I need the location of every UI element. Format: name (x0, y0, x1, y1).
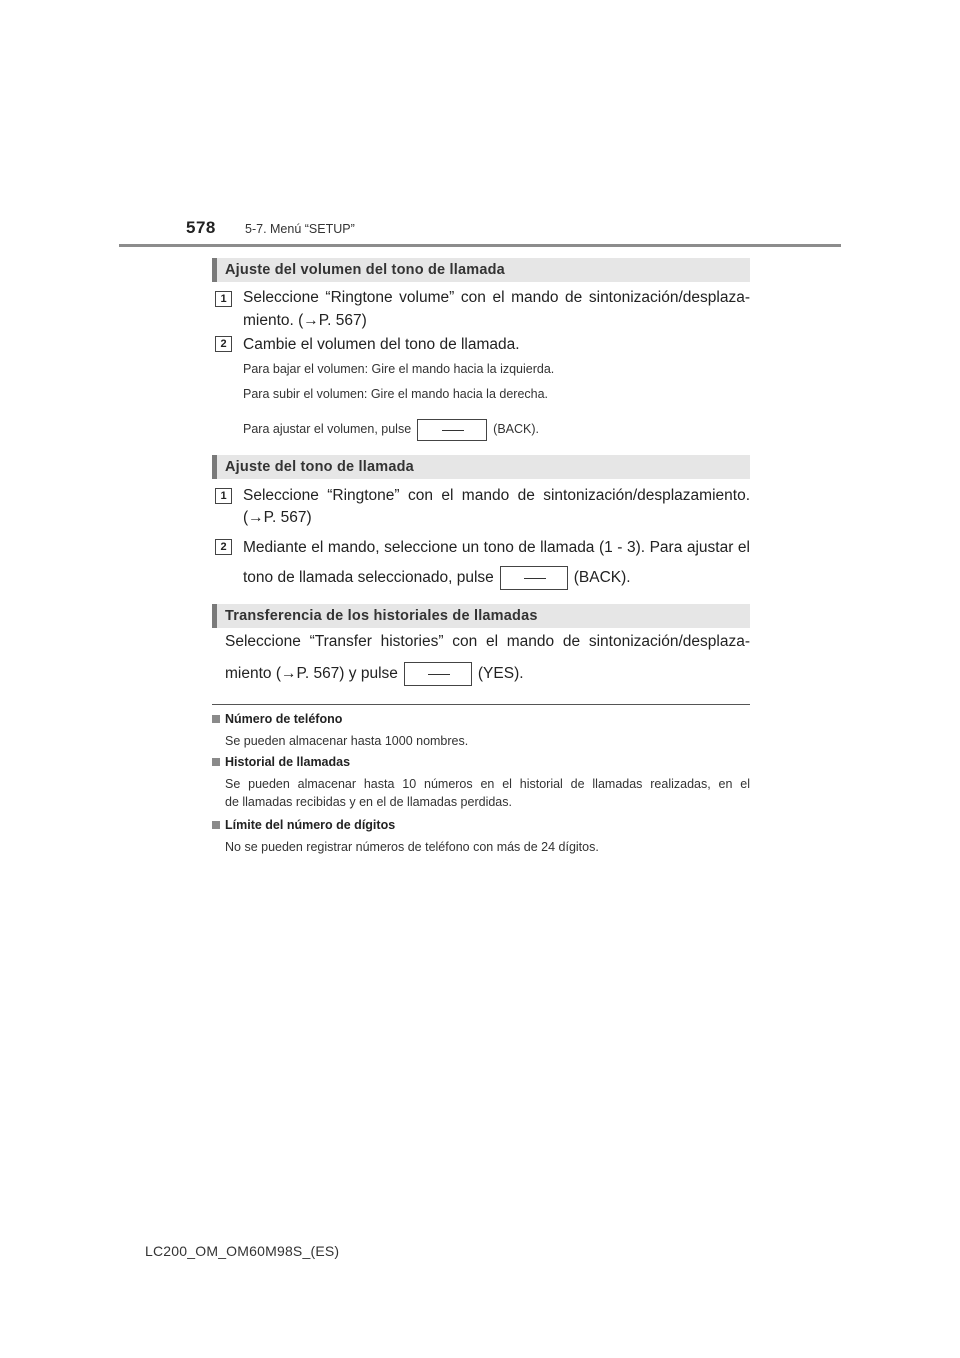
bullet-square-icon (212, 821, 220, 829)
yes-label: (YES). (477, 665, 524, 682)
step-text: miento. (→P. 567) (243, 312, 367, 329)
back-label: (BACK). (493, 422, 539, 436)
bullet-square-icon (212, 715, 220, 723)
section-heading-ringtone-volume (212, 258, 750, 282)
footer-code: LC200_OM_OM60M98S_(ES) (145, 1243, 340, 1259)
section-heading-text: Ajuste del tono de llamada (225, 459, 414, 475)
transfer-text-line (225, 660, 750, 688)
transfer-text: Seleccione “Transfer histories” con el mando de sintonización/desplaza- (225, 633, 750, 650)
step-text: (→P. 567) (243, 509, 312, 526)
back-label: (BACK). (573, 569, 631, 586)
info-title: Límite del número de dígitos (212, 818, 395, 832)
info-title: Historial de llamadas (212, 755, 350, 769)
step-text: Mediante el mando, seleccione un tono de llamada (1 - 3). Para ajustar el (243, 539, 750, 556)
step-number-icon: 2 (215, 336, 232, 352)
page-number: 578 (186, 218, 216, 237)
step-number-icon: 2 (215, 539, 232, 555)
back-key-icon (500, 566, 568, 590)
info-text: Se pueden almacenar hasta 1000 nombres. (225, 734, 469, 748)
step-text: Cambie el volumen del tono de llamada. (243, 336, 520, 353)
section-heading-ringtone (212, 455, 750, 479)
section-heading-text: Transferencia de los historiales de llamadas (225, 608, 538, 624)
back-key-icon (417, 419, 487, 441)
section-heading-text: Ajuste del volumen del tono de llamada (225, 262, 505, 278)
step-text-line (243, 564, 750, 592)
step-text: Seleccione “Ringtone volume” con el mando de sintonización/desplaza- (243, 289, 750, 306)
info-text: Se pueden almacenar hasta 10 números en el historial de llamadas realizadas, en el (225, 777, 750, 791)
adjust-volume-line (243, 415, 539, 443)
adjust-volume-text: Para ajustar el volumen, pulse (243, 422, 412, 436)
yes-key-icon (404, 662, 472, 686)
section-label: 5-7. Menú “SETUP” (245, 222, 355, 236)
bullet-square-icon (212, 758, 220, 766)
transfer-text: miento (→P. 567) y pulse (225, 665, 398, 682)
note-text: Para subir el volumen: Gire el mando hacia la derecha. (243, 387, 549, 401)
info-text: No se pueden registrar números de teléfono con más de 24 dígitos. (225, 840, 599, 854)
step-text: tono de llamada seleccionado, pulse (243, 569, 494, 586)
info-title: Número de teléfono (212, 712, 342, 726)
note-text: Para bajar el volumen: Gire el mando hacia la izquierda. (243, 362, 555, 376)
notes-divider (212, 704, 750, 705)
step-number-icon: 1 (215, 488, 232, 504)
step-number-icon: 1 (215, 291, 232, 307)
header-divider (119, 244, 841, 247)
step-text: Seleccione “Ringtone” con el mando de sintonización/desplazamiento. (243, 487, 750, 504)
info-text: de llamadas recibidas y en el de llamadas perdidas. (225, 795, 512, 809)
section-heading-transfer-histories (212, 604, 750, 628)
